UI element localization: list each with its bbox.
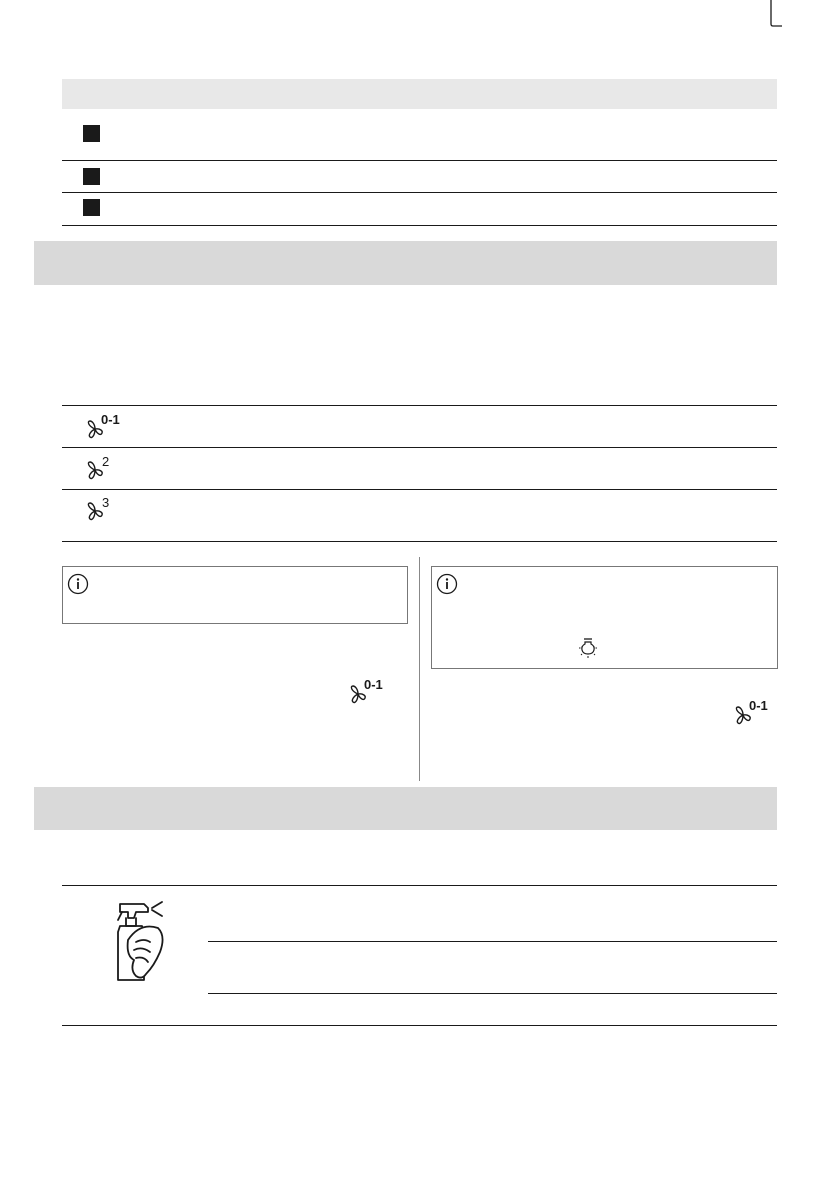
section-header-bar — [34, 787, 777, 830]
cleaning-table-divider — [208, 941, 777, 942]
fan-table-divider — [62, 447, 777, 448]
cleaning-table-divider — [208, 993, 777, 994]
column-divider — [419, 557, 420, 781]
fan-level-superscript: 0-1 — [749, 698, 768, 713]
fan-level-superscript: 0-1 — [364, 677, 383, 692]
row-divider — [62, 192, 777, 193]
corner-mark — [770, 0, 782, 28]
cleaning-table-bottom-line — [62, 1025, 777, 1026]
row-marker-2 — [83, 168, 100, 185]
fan-level-superscript: 2 — [102, 454, 110, 469]
fan-table-bottom-line — [62, 541, 777, 542]
fan-level-superscript: 3 — [102, 495, 110, 510]
fan-table-divider — [62, 489, 777, 490]
light-bulb-icon — [577, 637, 599, 661]
cleaning-table-top-line — [62, 885, 777, 886]
fan-level-superscript: 0-1 — [101, 412, 120, 427]
spray-and-cloth-icon — [106, 896, 168, 984]
info-box-right — [431, 566, 778, 669]
fan-table-top-line — [62, 405, 777, 406]
row-marker-3 — [83, 199, 100, 216]
info-icon — [436, 573, 458, 595]
row-divider — [62, 225, 777, 226]
info-icon — [67, 573, 89, 595]
section-header-bar — [34, 241, 777, 285]
row-marker-1 — [83, 125, 100, 142]
row-divider — [62, 160, 777, 161]
info-box-left — [62, 566, 408, 624]
table-header — [62, 79, 777, 109]
